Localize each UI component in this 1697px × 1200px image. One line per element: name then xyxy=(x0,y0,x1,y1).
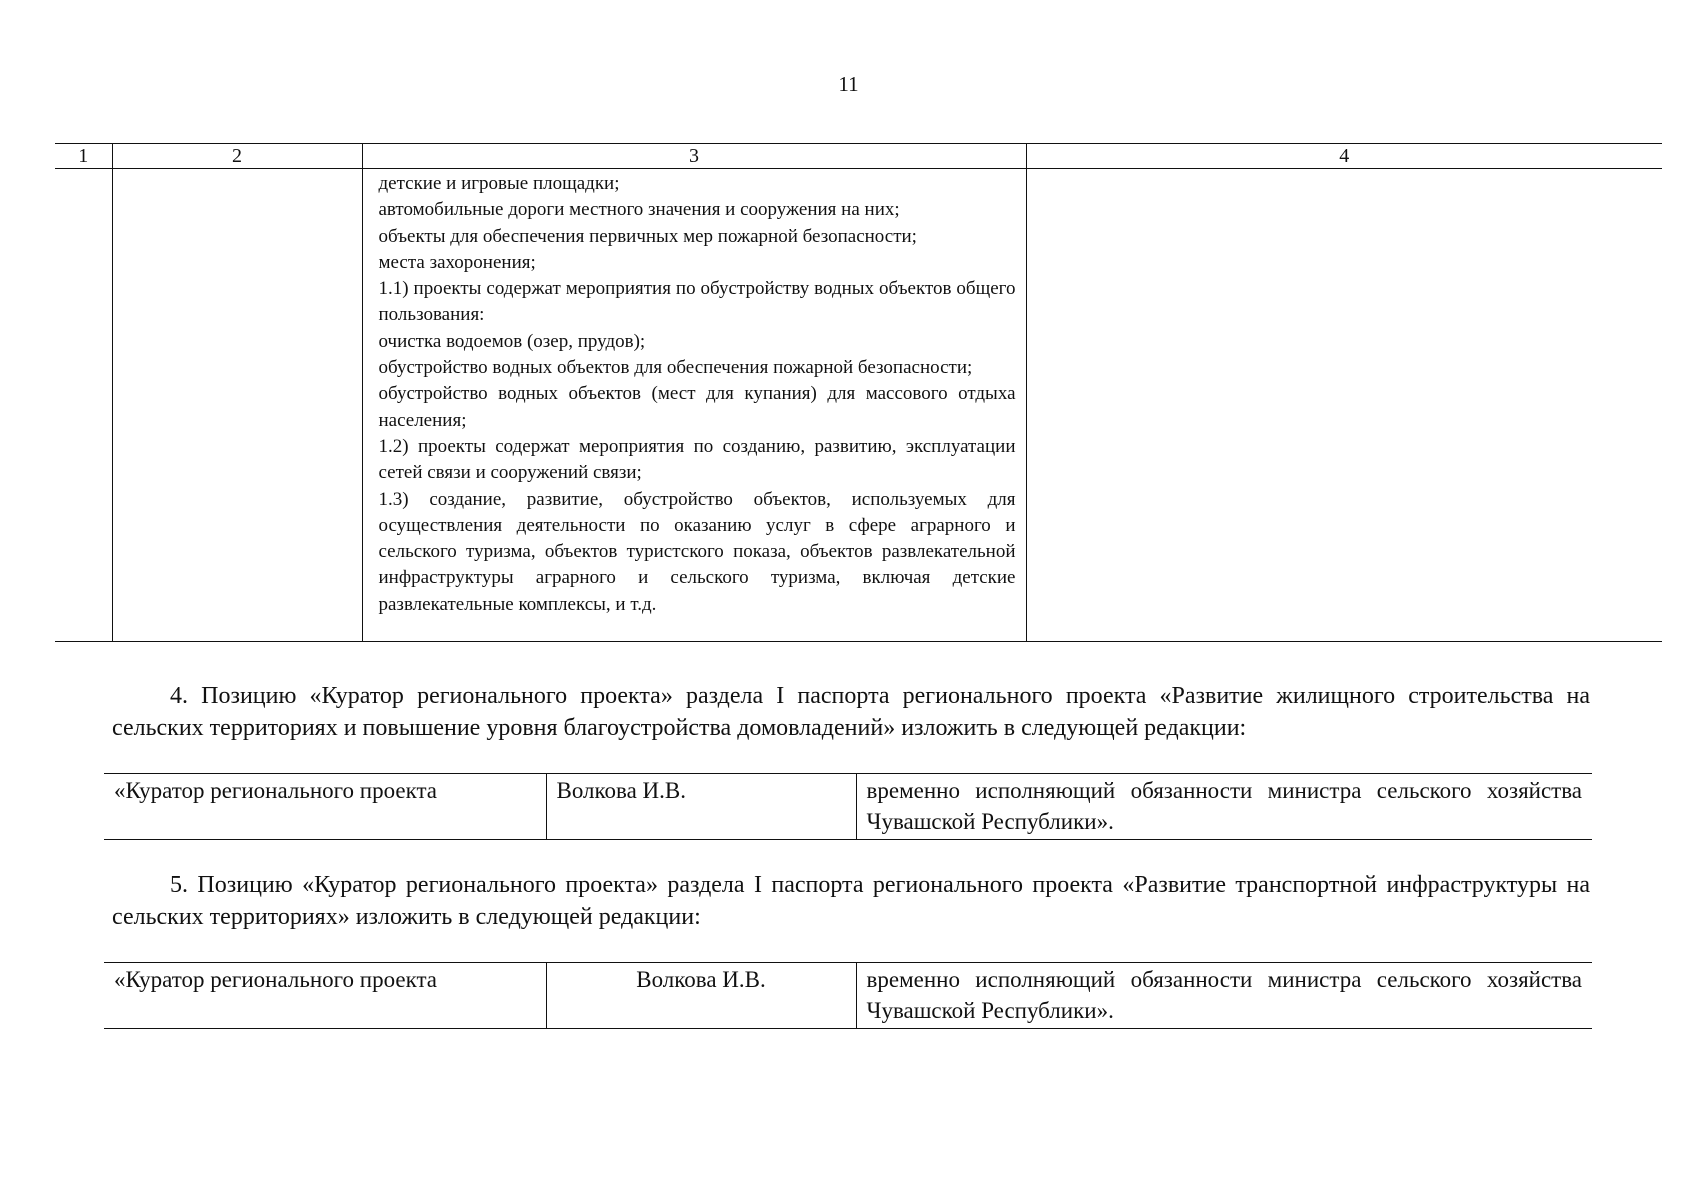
main-table xyxy=(55,143,1662,642)
curator-position: временно исполняющий обязанности министра сельского хозяйства Чувашской Республики». xyxy=(856,774,1592,840)
table-row xyxy=(55,169,1662,642)
list-item: 1.1) проекты содержат мероприятия по обустройству водных объектов общего пользования: xyxy=(378,278,1016,326)
list-item: обустройство водных объектов (мест для купания) для массового отдыха населения; xyxy=(378,383,1016,431)
list-item: 1.3) создание, развитие, обустройство объектов, используемых для осуществления деятельности по оказанию услуг в сфере аграрного и сельского туризма, объектов туристского показа, объектов развлекательной инфраструктуры аграрного и сельского туризма, включая детские развлекательные комплексы, и т.д. xyxy=(378,488,1016,615)
list-item: 1.2) проекты содержат мероприятия по созданию, развитию, эксплуатации сетей связи и сооружений связи; xyxy=(378,435,1016,484)
cell-col-4 xyxy=(1026,169,1662,642)
cell-col-1 xyxy=(55,169,112,642)
curator-name: Волкова И.В. xyxy=(546,963,856,1029)
list-item: обустройство водных объектов для обеспечения пожарной безопасности; xyxy=(378,357,973,379)
list-item: объекты для обеспечения первичных мер пожарной безопасности; xyxy=(378,225,917,247)
paragraph-5: 5. Позицию «Куратор регионального проекта» раздела I паспорта регионального проекта «Развитие транспортной инфраструктуры на сельских территориях» изложить в следующей редакции: xyxy=(112,872,1590,930)
curator-role: «Куратор регионального проекта xyxy=(104,963,546,1029)
curator-role: «Куратор регионального проекта xyxy=(104,774,546,840)
header-col-4: 4 xyxy=(1026,144,1662,169)
header-col-1: 1 xyxy=(55,144,112,169)
header-col-2: 2 xyxy=(112,144,362,169)
cell-col-2 xyxy=(112,169,362,642)
header-col-3: 3 xyxy=(362,144,1026,169)
list-item: места захоронения; xyxy=(378,251,536,273)
list-item: автомобильные дороги местного значения и сооружения на них; xyxy=(378,199,900,221)
curator-table-1 xyxy=(104,773,1592,840)
list-item: очистка водоемов (озер, прудов); xyxy=(378,330,646,352)
paragraph-4: 4. Позицию «Куратор регионального проекта» раздела I паспорта регионального проекта «Развитие жилищного строительства на сельских территориях и повышение уровня благоустройства домовладений» изложить в следующей редакции: xyxy=(112,683,1590,741)
curator-table-2 xyxy=(104,962,1592,1029)
page-number: 11 xyxy=(838,72,859,96)
curator-position: временно исполняющий обязанности министра сельского хозяйства Чувашской Республики». xyxy=(856,963,1592,1029)
curator-name: Волкова И.В. xyxy=(546,774,856,840)
list-item: детские и игровые площадки; xyxy=(378,173,620,194)
table-row xyxy=(104,774,1592,840)
header-row xyxy=(55,144,1662,169)
table-row xyxy=(104,963,1592,1029)
cell-col-3 xyxy=(362,169,1026,642)
